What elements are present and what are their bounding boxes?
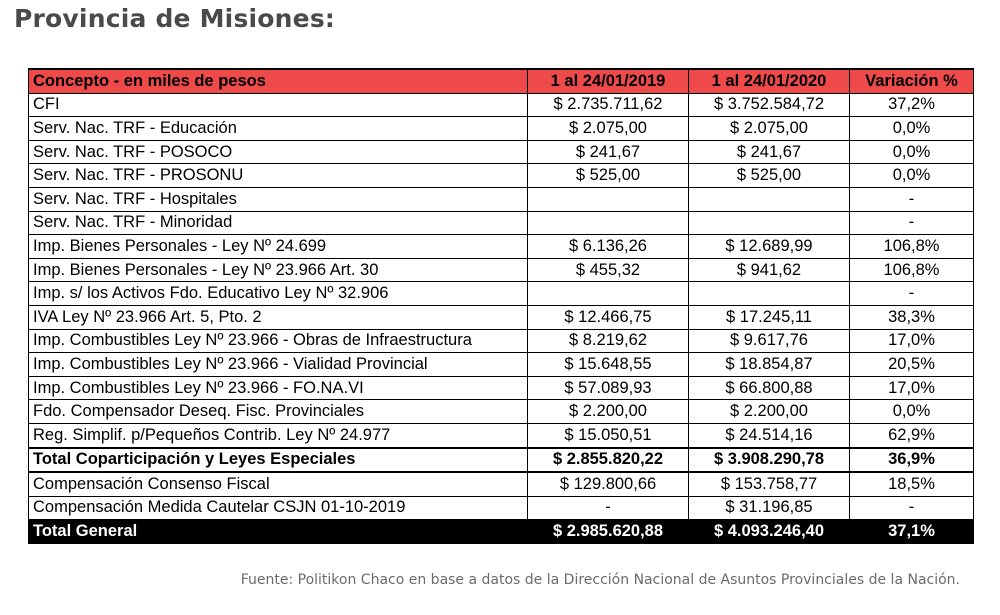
table-row xyxy=(29,376,974,400)
row-value-2019: $ 6.136,26 xyxy=(528,235,689,259)
row-concept: Imp. Combustibles Ley Nº 23.966 - FO.NA.VI xyxy=(29,376,528,400)
table-row xyxy=(29,93,974,117)
table-row xyxy=(29,472,974,496)
row-variation: 17,0% xyxy=(850,376,974,400)
subtotal-2019: $ 2.855.820,22 xyxy=(528,448,689,473)
row-value-2020: $ 12.689,99 xyxy=(689,235,850,259)
table-row xyxy=(29,164,974,188)
row-value-2019: - xyxy=(528,496,689,520)
row-value-2020: $ 9.617,76 xyxy=(689,329,850,353)
row-concept: Imp. Bienes Personales - Ley Nº 24.699 xyxy=(29,235,528,259)
page-title: Provincia de Misiones: xyxy=(14,4,336,33)
row-concept: Compensación Consenso Fiscal xyxy=(29,472,528,496)
row-concept: IVA Ley Nº 23.966 Art. 5, Pto. 2 xyxy=(29,305,528,329)
row-variation: 0,0% xyxy=(850,140,974,164)
row-value-2019: $ 15.648,55 xyxy=(528,353,689,377)
header-period-2020: 1 al 24/01/2020 xyxy=(689,69,850,93)
row-value-2020: $ 3.752.584,72 xyxy=(689,93,850,117)
row-value-2020: $ 2.075,00 xyxy=(689,117,850,141)
row-value-2019: $ 12.466,75 xyxy=(528,305,689,329)
table-row xyxy=(29,282,974,306)
table-header-row xyxy=(29,69,974,93)
row-value-2019: $ 2.075,00 xyxy=(528,117,689,141)
table-row xyxy=(29,353,974,377)
row-variation: 38,3% xyxy=(850,305,974,329)
row-variation: 18,5% xyxy=(850,472,974,496)
row-value-2020 xyxy=(689,282,850,306)
row-variation: 0,0% xyxy=(850,117,974,141)
row-concept: Serv. Nac. TRF - Educación xyxy=(29,117,528,141)
row-concept: Imp. Combustibles Ley Nº 23.966 - Obras de Infraestructura xyxy=(29,329,528,353)
row-value-2020: $ 24.514,16 xyxy=(689,423,850,447)
row-value-2019 xyxy=(528,282,689,306)
grand-total-2020: $ 4.093.246,40 xyxy=(689,520,850,544)
table-row xyxy=(29,211,974,235)
row-value-2020: $ 241,67 xyxy=(689,140,850,164)
row-concept: Imp. Bienes Personales - Ley Nº 23.966 Art. 30 xyxy=(29,258,528,282)
row-value-2019: $ 2.735.711,62 xyxy=(528,93,689,117)
grand-total-2019: $ 2.985.620,88 xyxy=(528,520,689,544)
row-concept: Serv. Nac. TRF - Hospitales xyxy=(29,187,528,211)
row-variation: 17,0% xyxy=(850,329,974,353)
row-variation: 20,5% xyxy=(850,353,974,377)
row-concept: Imp. s/ los Activos Fdo. Educativo Ley Nº 32.906 xyxy=(29,282,528,306)
subtotal-2020: $ 3.908.290,78 xyxy=(689,448,850,473)
row-value-2019: $ 15.050,51 xyxy=(528,423,689,447)
row-variation: - xyxy=(850,211,974,235)
row-value-2020 xyxy=(689,211,850,235)
row-value-2019: $ 525,00 xyxy=(528,164,689,188)
table-row xyxy=(29,187,974,211)
row-concept: CFI xyxy=(29,93,528,117)
row-value-2020: $ 2.200,00 xyxy=(689,400,850,424)
row-concept: Compensación Medida Cautelar CSJN 01-10-2019 xyxy=(29,496,528,520)
row-variation: - xyxy=(850,282,974,306)
row-value-2020: $ 941,62 xyxy=(689,258,850,282)
row-variation: 106,8% xyxy=(850,258,974,282)
row-value-2019: $ 455,32 xyxy=(528,258,689,282)
table-row xyxy=(29,235,974,259)
table-row xyxy=(29,305,974,329)
header-concepto: Concepto - en miles de pesos xyxy=(29,69,528,93)
row-value-2019 xyxy=(528,211,689,235)
table-row xyxy=(29,400,974,424)
subtotal-variation: 36,9% xyxy=(850,448,974,473)
row-variation: - xyxy=(850,496,974,520)
grand-total-variation: 37,1% xyxy=(850,520,974,544)
subtotal-label: Total Coparticipación y Leyes Especiales xyxy=(29,448,528,473)
subtotal-row xyxy=(29,448,974,473)
row-value-2020: $ 153.758,77 xyxy=(689,472,850,496)
row-value-2019: $ 2.200,00 xyxy=(528,400,689,424)
row-variation: 106,8% xyxy=(850,235,974,259)
row-value-2020: $ 18.854,87 xyxy=(689,353,850,377)
grand-total-row xyxy=(29,520,974,544)
row-value-2019 xyxy=(528,187,689,211)
row-concept: Serv. Nac. TRF - POSOCO xyxy=(29,140,528,164)
table-row xyxy=(29,140,974,164)
row-concept: Reg. Simplif. p/Pequeños Contrib. Ley Nº 24.977 xyxy=(29,423,528,447)
table-row xyxy=(29,258,974,282)
row-value-2019: $ 57.089,93 xyxy=(528,376,689,400)
row-value-2019: $ 129.800,66 xyxy=(528,472,689,496)
row-value-2019: $ 8.219,62 xyxy=(528,329,689,353)
row-value-2020: $ 525,00 xyxy=(689,164,850,188)
row-value-2020: $ 31.196,85 xyxy=(689,496,850,520)
row-concept: Fdo. Compensador Deseq. Fisc. Provinciales xyxy=(29,400,528,424)
row-concept: Imp. Combustibles Ley Nº 23.966 - Vialidad Provincial xyxy=(29,353,528,377)
table-row xyxy=(29,496,974,520)
table-row xyxy=(29,117,974,141)
table-row xyxy=(29,329,974,353)
header-variacion: Variación % xyxy=(850,69,974,93)
row-concept: Serv. Nac. TRF - Minoridad xyxy=(29,211,528,235)
source-note: Fuente: Politikon Chaco en base a datos de la Dirección Nacional de Asuntos Provinciales de la Nación. xyxy=(240,572,960,588)
transfers-table xyxy=(28,68,974,544)
row-variation: 37,2% xyxy=(850,93,974,117)
row-value-2020: $ 66.800,88 xyxy=(689,376,850,400)
grand-total-label: Total General xyxy=(29,520,528,544)
row-variation: - xyxy=(850,187,974,211)
row-variation: 0,0% xyxy=(850,400,974,424)
row-value-2020 xyxy=(689,187,850,211)
header-period-2019: 1 al 24/01/2019 xyxy=(528,69,689,93)
row-value-2019: $ 241,67 xyxy=(528,140,689,164)
row-variation: 62,9% xyxy=(850,423,974,447)
row-concept: Serv. Nac. TRF - PROSONU xyxy=(29,164,528,188)
row-value-2020: $ 17.245,11 xyxy=(689,305,850,329)
table-row xyxy=(29,423,974,447)
row-variation: 0,0% xyxy=(850,164,974,188)
